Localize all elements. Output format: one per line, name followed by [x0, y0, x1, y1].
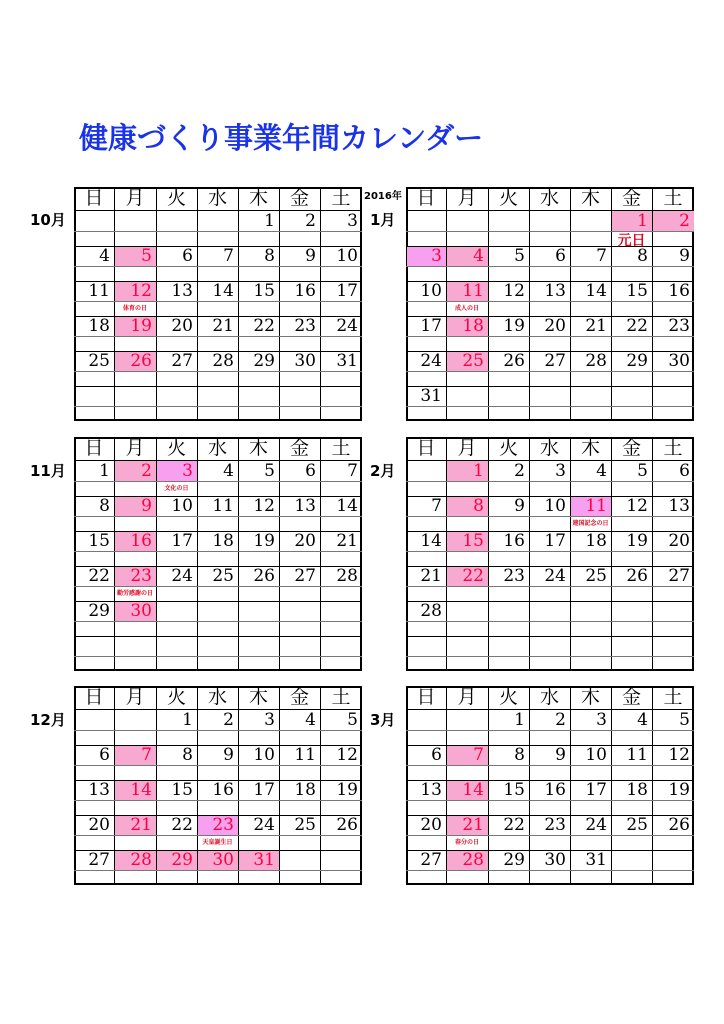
- week-subdivider: [406, 336, 694, 337]
- week-subdivider: [74, 621, 362, 622]
- day-number: 29: [171, 850, 193, 870]
- day-number: 21: [336, 531, 358, 551]
- month-label-jan: 1月: [370, 211, 396, 229]
- holiday-name: 春分の日: [454, 839, 479, 846]
- day-number: 2: [305, 211, 316, 231]
- day-number: 7: [473, 745, 484, 765]
- day-number: 22: [171, 815, 193, 835]
- day-number: 2: [514, 461, 525, 481]
- weekday-2: 火: [166, 686, 186, 708]
- day-number: 16: [503, 531, 525, 551]
- day-number: 2: [223, 710, 234, 730]
- day-number: 13: [88, 780, 110, 800]
- day-number: 1: [182, 710, 193, 730]
- week-subdivider: [74, 266, 362, 267]
- weekday-header: [74, 686, 362, 710]
- day-number: 31: [585, 850, 607, 870]
- weekday-5: 金: [621, 686, 641, 708]
- day-number: 8: [473, 496, 484, 516]
- day-number: 12: [253, 496, 275, 516]
- day-number: 28: [212, 351, 234, 371]
- weekday-6: 土: [331, 437, 351, 459]
- day-number: 26: [336, 815, 358, 835]
- day-number: 24: [544, 566, 566, 586]
- day-number: 30: [212, 850, 234, 870]
- day-number: 28: [130, 850, 152, 870]
- day-number: 9: [555, 745, 566, 765]
- day-number: 2: [141, 461, 152, 481]
- day-number: 4: [596, 461, 607, 481]
- weekday-1: 月: [125, 187, 145, 209]
- day-number: 12: [503, 281, 525, 301]
- week-subdivider: [74, 336, 362, 337]
- day-number: 12: [336, 745, 358, 765]
- weekday-0: 日: [84, 686, 104, 708]
- weekday-6: 土: [663, 437, 683, 459]
- day-number: 22: [88, 566, 110, 586]
- week-subdivider: [406, 800, 694, 801]
- day-number: 21: [462, 815, 484, 835]
- day-number: 5: [637, 461, 648, 481]
- day-number: 31: [253, 850, 275, 870]
- weekday-2: 火: [166, 437, 186, 459]
- week-subdivider: [74, 551, 362, 552]
- day-number: 3: [182, 461, 193, 481]
- day-number: 21: [420, 566, 442, 586]
- day-number: 16: [544, 780, 566, 800]
- weekday-2: 火: [498, 187, 518, 209]
- day-number: 13: [294, 496, 316, 516]
- week-subdivider: [406, 870, 694, 871]
- weekday-header: [74, 437, 362, 461]
- day-number: 23: [544, 815, 566, 835]
- day-number: 28: [336, 566, 358, 586]
- holiday-name: 成人の日: [454, 305, 479, 312]
- day-number: 23: [503, 566, 525, 586]
- day-number: 5: [264, 461, 275, 481]
- weekday-2: 火: [166, 187, 186, 209]
- day-number: 30: [544, 850, 566, 870]
- calendar-month-oct: [74, 187, 362, 421]
- day-number: 16: [212, 780, 234, 800]
- day-number: 9: [514, 496, 525, 516]
- day-number: 12: [668, 745, 690, 765]
- day-number: 9: [679, 246, 690, 266]
- week-subdivider: [406, 371, 694, 372]
- day-number: 19: [336, 780, 358, 800]
- week-divider: [406, 601, 694, 602]
- day-number: 1: [637, 211, 648, 231]
- day-number: 17: [585, 780, 607, 800]
- weekday-3: 水: [539, 686, 559, 708]
- day-number: 11: [294, 745, 316, 765]
- day-number: 3: [431, 246, 442, 266]
- day-number: 27: [420, 850, 442, 870]
- day-number: 30: [668, 351, 690, 371]
- day-number: 4: [99, 246, 110, 266]
- week-divider: [406, 386, 694, 387]
- day-number: 24: [253, 815, 275, 835]
- day-number: 26: [503, 351, 525, 371]
- day-number: 11: [88, 281, 110, 301]
- day-number: 23: [130, 566, 152, 586]
- day-number: 15: [171, 780, 193, 800]
- day-number: 22: [503, 815, 525, 835]
- day-number: 20: [668, 531, 690, 551]
- day-number: 26: [668, 815, 690, 835]
- weekday-4: 木: [580, 187, 600, 209]
- day-number: 27: [171, 351, 193, 371]
- day-number: 18: [88, 316, 110, 336]
- day-number: 13: [544, 281, 566, 301]
- weekday-1: 月: [457, 686, 477, 708]
- day-number: 11: [626, 745, 648, 765]
- day-number: 29: [626, 351, 648, 371]
- weekday-1: 月: [125, 686, 145, 708]
- day-number: 14: [585, 281, 607, 301]
- day-number: 21: [212, 316, 234, 336]
- weekday-1: 月: [457, 437, 477, 459]
- week-subdivider: [74, 231, 362, 232]
- day-number: 3: [555, 461, 566, 481]
- day-number: 19: [626, 531, 648, 551]
- day-number: 26: [626, 566, 648, 586]
- week-subdivider: [74, 765, 362, 766]
- week-subdivider: [74, 371, 362, 372]
- weekday-4: 木: [580, 686, 600, 708]
- day-number: 23: [212, 815, 234, 835]
- day-number: 12: [626, 496, 648, 516]
- year-label: 2016年: [364, 191, 402, 202]
- weekday-0: 日: [416, 686, 436, 708]
- week-subdivider: [406, 406, 694, 407]
- day-number: 20: [544, 316, 566, 336]
- day-number: 17: [336, 281, 358, 301]
- day-number: 12: [130, 281, 152, 301]
- weekday-0: 日: [416, 187, 436, 209]
- day-number: 27: [668, 566, 690, 586]
- weekday-4: 木: [580, 437, 600, 459]
- week-divider: [74, 386, 362, 387]
- day-number: 13: [420, 780, 442, 800]
- day-number: 24: [171, 566, 193, 586]
- day-number: 27: [88, 850, 110, 870]
- day-number: 7: [431, 496, 442, 516]
- day-number: 6: [99, 745, 110, 765]
- day-number: 14: [212, 281, 234, 301]
- calendar-month-feb: [406, 437, 694, 671]
- day-number: 1: [514, 710, 525, 730]
- day-number: 18: [585, 531, 607, 551]
- day-number: 10: [171, 496, 193, 516]
- weekday-header: [406, 437, 694, 461]
- day-number: 19: [668, 780, 690, 800]
- day-number: 17: [544, 531, 566, 551]
- day-number: 18: [462, 316, 484, 336]
- day-number: 1: [99, 461, 110, 481]
- week-subdivider: [74, 586, 362, 587]
- day-number: 1: [473, 461, 484, 481]
- month-label-oct: 10月: [30, 211, 66, 229]
- week-divider: [74, 636, 362, 637]
- day-number: 30: [294, 351, 316, 371]
- day-number: 18: [294, 780, 316, 800]
- day-number: 3: [347, 211, 358, 231]
- day-number: 10: [585, 745, 607, 765]
- day-number: 11: [585, 496, 607, 516]
- day-number: 23: [668, 316, 690, 336]
- weekday-0: 日: [84, 187, 104, 209]
- day-number: 3: [596, 710, 607, 730]
- day-number: 6: [305, 461, 316, 481]
- day-number: 14: [130, 780, 152, 800]
- day-number: 19: [253, 531, 275, 551]
- week-subdivider: [406, 621, 694, 622]
- day-number: 1: [264, 211, 275, 231]
- day-number: 19: [503, 316, 525, 336]
- day-number: 27: [294, 566, 316, 586]
- holiday-name: 体育の日: [122, 305, 147, 312]
- day-number: 14: [336, 496, 358, 516]
- month-label-nov: 11月: [30, 462, 66, 480]
- day-number: 22: [626, 316, 648, 336]
- holiday-name: 文化の日: [164, 485, 189, 492]
- weekday-0: 日: [416, 437, 436, 459]
- day-number: 10: [253, 745, 275, 765]
- day-number: 7: [596, 246, 607, 266]
- day-number: 28: [420, 601, 442, 621]
- week-subdivider: [74, 406, 362, 407]
- week-subdivider: [74, 730, 362, 731]
- week-subdivider: [406, 656, 694, 657]
- day-number: 7: [223, 246, 234, 266]
- day-number: 14: [462, 780, 484, 800]
- day-number: 15: [626, 281, 648, 301]
- week-subdivider: [74, 870, 362, 871]
- week-subdivider: [74, 800, 362, 801]
- day-number: 21: [130, 815, 152, 835]
- week-subdivider: [406, 730, 694, 731]
- weekday-4: 木: [248, 187, 268, 209]
- weekday-5: 金: [289, 437, 309, 459]
- weekday-3: 水: [207, 686, 227, 708]
- day-number: 8: [182, 745, 193, 765]
- week-subdivider: [74, 835, 362, 836]
- day-number: 29: [503, 850, 525, 870]
- day-number: 25: [294, 815, 316, 835]
- day-number: 25: [212, 566, 234, 586]
- day-number: 8: [514, 745, 525, 765]
- calendar-month-mar: [406, 686, 694, 885]
- week-subdivider: [74, 301, 362, 302]
- day-number: 9: [141, 496, 152, 516]
- day-number: 26: [130, 351, 152, 371]
- day-number: 6: [431, 745, 442, 765]
- calendar-month-jan: [406, 187, 694, 421]
- day-number: 16: [130, 531, 152, 551]
- day-number: 19: [130, 316, 152, 336]
- day-number: 25: [462, 351, 484, 371]
- month-label-mar: 3月: [370, 711, 396, 729]
- day-number: 4: [223, 461, 234, 481]
- day-number: 9: [223, 745, 234, 765]
- day-number: 15: [88, 531, 110, 551]
- day-number: 4: [473, 246, 484, 266]
- day-number: 31: [336, 351, 358, 371]
- weekday-1: 月: [457, 187, 477, 209]
- week-subdivider: [74, 516, 362, 517]
- holiday-name: 元日: [617, 233, 646, 249]
- day-number: 6: [679, 461, 690, 481]
- day-number: 15: [253, 281, 275, 301]
- weekday-0: 日: [84, 437, 104, 459]
- day-number: 10: [420, 281, 442, 301]
- calendar-month-dec: [74, 686, 362, 885]
- week-subdivider: [74, 656, 362, 657]
- page-title: 健康づくり事業年間カレンダー: [79, 121, 484, 155]
- day-number: 8: [637, 246, 648, 266]
- day-number: 5: [679, 710, 690, 730]
- month-label-feb: 2月: [370, 462, 396, 480]
- weekday-5: 金: [621, 437, 641, 459]
- week-subdivider: [406, 551, 694, 552]
- weekday-4: 木: [248, 686, 268, 708]
- day-number: 15: [462, 531, 484, 551]
- day-number: 22: [462, 566, 484, 586]
- day-number: 14: [420, 531, 442, 551]
- weekday-6: 土: [663, 187, 683, 209]
- day-number: 24: [420, 351, 442, 371]
- day-number: 24: [336, 316, 358, 336]
- day-number: 8: [99, 496, 110, 516]
- day-number: 29: [88, 601, 110, 621]
- weekday-6: 土: [331, 686, 351, 708]
- day-number: 30: [130, 601, 152, 621]
- day-number: 13: [668, 496, 690, 516]
- day-number: 6: [555, 246, 566, 266]
- holiday-name: 勤労感謝の日: [116, 590, 153, 597]
- holiday-name: 建国記念の日: [572, 520, 609, 527]
- day-number: 24: [585, 815, 607, 835]
- week-subdivider: [406, 516, 694, 517]
- day-number: 27: [544, 351, 566, 371]
- day-number: 17: [171, 531, 193, 551]
- day-number: 26: [253, 566, 275, 586]
- week-subdivider: [406, 586, 694, 587]
- calendar-month-nov: [74, 437, 362, 671]
- week-divider: [406, 636, 694, 637]
- weekday-1: 月: [125, 437, 145, 459]
- week-subdivider: [406, 301, 694, 302]
- day-number: 17: [253, 780, 275, 800]
- weekday-3: 水: [207, 437, 227, 459]
- week-subdivider: [74, 481, 362, 482]
- day-number: 21: [585, 316, 607, 336]
- weekday-5: 金: [289, 187, 309, 209]
- day-number: 28: [585, 351, 607, 371]
- day-number: 11: [212, 496, 234, 516]
- day-number: 15: [503, 780, 525, 800]
- week-subdivider: [406, 481, 694, 482]
- day-number: 20: [294, 531, 316, 551]
- day-number: 7: [347, 461, 358, 481]
- day-number: 16: [294, 281, 316, 301]
- day-number: 13: [171, 281, 193, 301]
- weekday-header: [74, 187, 362, 211]
- day-number: 10: [544, 496, 566, 516]
- day-number: 31: [420, 386, 442, 406]
- day-number: 20: [88, 815, 110, 835]
- week-subdivider: [406, 835, 694, 836]
- day-number: 7: [141, 745, 152, 765]
- week-subdivider: [406, 765, 694, 766]
- day-number: 20: [171, 316, 193, 336]
- day-number: 20: [420, 815, 442, 835]
- day-number: 2: [679, 211, 690, 231]
- day-number: 4: [305, 710, 316, 730]
- weekday-6: 土: [663, 686, 683, 708]
- weekday-3: 水: [207, 187, 227, 209]
- weekday-3: 水: [539, 187, 559, 209]
- day-number: 25: [88, 351, 110, 371]
- weekday-header: [406, 187, 694, 211]
- weekday-2: 火: [498, 437, 518, 459]
- weekday-3: 水: [539, 437, 559, 459]
- weekday-6: 土: [331, 187, 351, 209]
- weekday-4: 木: [248, 437, 268, 459]
- day-number: 25: [585, 566, 607, 586]
- day-number: 29: [253, 351, 275, 371]
- day-number: 28: [462, 850, 484, 870]
- day-number: 10: [336, 246, 358, 266]
- day-number: 5: [514, 246, 525, 266]
- weekday-5: 金: [289, 686, 309, 708]
- day-number: 6: [182, 246, 193, 266]
- day-number: 5: [141, 246, 152, 266]
- day-number: 16: [668, 281, 690, 301]
- day-number: 9: [305, 246, 316, 266]
- day-number: 23: [294, 316, 316, 336]
- weekday-2: 火: [498, 686, 518, 708]
- day-number: 8: [264, 246, 275, 266]
- day-number: 22: [253, 316, 275, 336]
- day-number: 11: [462, 281, 484, 301]
- day-number: 3: [264, 710, 275, 730]
- day-number: 5: [347, 710, 358, 730]
- weekday-5: 金: [621, 187, 641, 209]
- weekday-header: [406, 686, 694, 710]
- day-number: 17: [420, 316, 442, 336]
- day-number: 2: [555, 710, 566, 730]
- day-number: 4: [637, 710, 648, 730]
- day-number: 18: [626, 780, 648, 800]
- month-label-dec: 12月: [30, 711, 66, 729]
- week-subdivider: [406, 266, 694, 267]
- day-number: 18: [212, 531, 234, 551]
- holiday-name: 天皇誕生日: [202, 839, 233, 846]
- day-number: 25: [626, 815, 648, 835]
